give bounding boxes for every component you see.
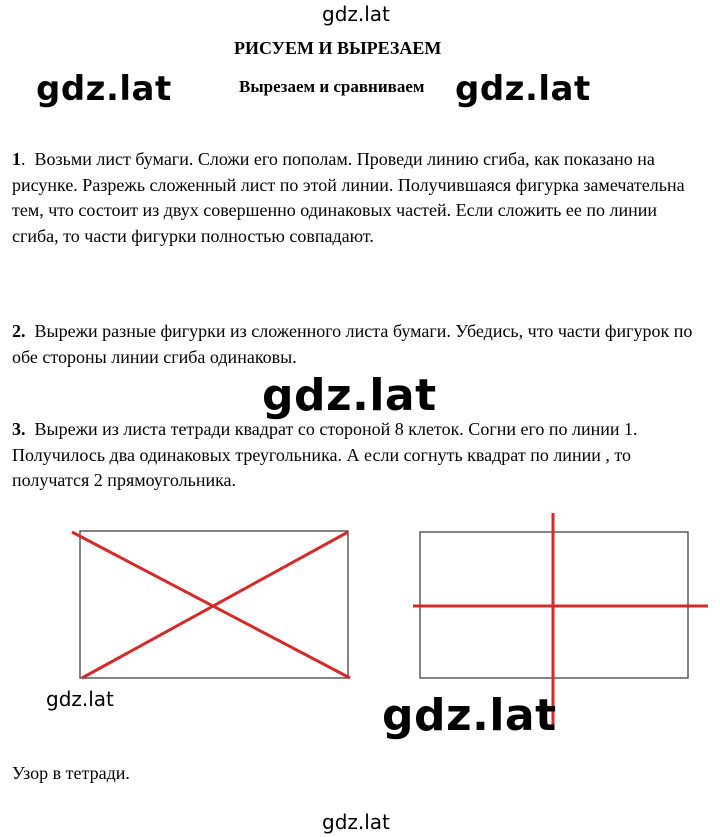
page-subtitle: Вырезаем и сравниваем [239, 77, 425, 96]
notebook-pattern-text: Узор в тетради. [12, 763, 130, 783]
task-2 [12, 319, 702, 370]
task-1: 1. Возьми лист бумаги. Сложи его пополам. Проведи линию сгиба, как показано на рисунке. Разрежь сложенный лист по этой линии. Получившаяся фигурка замечательна тем, что состоит из двух совершенно одинаковых частей. Если сложить ее по линии сгиба, то части фигурки полностью совпадают. [12, 149, 685, 246]
page-title: РИСУЕМ И ВЫРЕЗАЕМ [234, 38, 442, 58]
watermark-left: gdz.lat [36, 69, 172, 109]
watermark-figure-left: gdz.lat [46, 687, 114, 711]
task-3 [12, 417, 712, 494]
watermark-right: gdz.lat [455, 69, 591, 109]
watermark-top: gdz.lat [322, 2, 390, 26]
figure-diagonals [72, 531, 350, 678]
task-2-number: 2. [12, 321, 26, 341]
watermark-bottom: gdz.lat [322, 810, 390, 834]
watermark-middle: gdz.lat [262, 370, 437, 421]
task-2-text: Вырежи разные фигурки из сложенного листа бумаги. Убедись, что части фигурок по обе стороны линии сгиба одинаковы. [12, 321, 693, 367]
watermark-figure-right: gdz.lat [382, 690, 557, 741]
task-1-text: Возьми лист бумаги. Сложи его пополам. Проведи линию сгиба, как показано на рисунке. Разрежь сложенный лист по этой линии. Получившаяся фигурка замечательна тем, что состоит из двух совершенно одинаковых частей. Если сложить ее по линии сгиба, то части фигурки полностью совпадают. [12, 149, 685, 246]
task-3-number: 3. [12, 419, 26, 439]
task-1-number: 1 [12, 149, 21, 169]
task-3-text: Вырежи из листа тетради квадрат со стороной 8 клеток. Согни его по линии 1. Получилось два одинаковых треугольника. А если согнуть квадрат по линии , то получатся 2 прямоугольника. [12, 419, 638, 490]
